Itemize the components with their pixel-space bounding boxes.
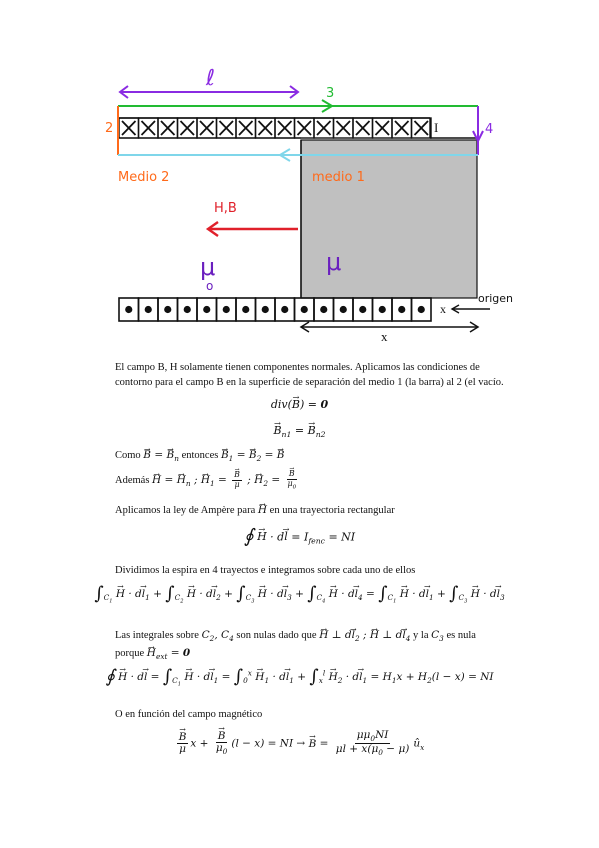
equation-Bn1-Bn2: → $B_{n1}$ = → $B_{n2}$ [0,424,599,439]
label-mu0-sub: o [206,279,214,293]
label-origen: origen [478,292,514,305]
coil-dot [359,306,366,313]
label-current-I: I [434,120,439,135]
text-nulas: son nulas dado que [236,630,317,641]
text-funcion: O en función del campo magnético [115,709,263,720]
text-ampere: Aplicamos la ley de Ampère para [115,505,256,516]
equation-div-B: div(→ B) = 0 [0,398,599,411]
label-l: ℓ [206,66,216,91]
label-2: 2 [105,121,114,136]
text-es-nula: es nula porque [115,630,476,660]
coil-dot [262,306,269,313]
paragraph-ademas: Además → H = → $H_n$ ; → $H_1$ = → $\frac{B}{\mu}$ ; → $H_2$ = → $\frac{B}{\mu_0}$ [115,470,505,491]
path-3-arrow [118,100,478,112]
origin-arrow [452,305,490,313]
magnetic-circuit-figure [0,0,599,350]
coil-dot [301,306,308,313]
text-integrales: Las integrales sobre [115,630,199,641]
paragraph-como: Como → B = → $B_n$ entonces → $B_1$ = → $B_2$ = → B [115,448,505,466]
equation-final: → $\frac{B}{\mu}$ x + → $\frac{B}{\mu_0}$ (l − x) = NI → → B = $\frac{\mu\mu_0NI}{\mu l + x(\mu_0 - \mu)}$ $û_x$ [0,730,599,757]
x-dimension-arrow [301,322,478,332]
text-p1: El campo B, H solamente tienen componentes normales. Aplicamos las condiciones de contorno para el campo B en la superficie de separación del medio 1 (la barra) al 2 (el vacío. [115,362,504,388]
top-coil-winding [119,118,431,138]
equation-ampere: ∮ → $H \cdot d\to l = I_{fenc}$ = NI [0,528,599,547]
coil-dot [418,306,425,313]
field-H-B-arrow [208,222,298,236]
paragraph-divide [115,563,505,578]
text-y-la: y la [413,630,429,641]
bottom-coil-winding [119,298,431,321]
text-divide: Dividimos la espira en 4 trayectos e integramos sobre cada uno de ellos [115,565,416,576]
label-3: 3 [326,86,335,101]
paragraph-ampere: Aplicamos la ley de Ampère para → H en una trayectoria rectangular [115,503,505,518]
equation-integral-result: ∮ → $H \cdot d\to l = \int_{C_1} \to H \cdot d\to l_1 = \int_0^x \to H_1 \cdot d\to l_1 + \int_x^l \to H_2 \cdot d\to l_1 = H_1x + H_2(l - x)$ = NI [0,668,599,687]
label-H-B: H,B [214,201,237,216]
coil-dot [125,306,132,313]
text-entonces: entonces [181,450,219,461]
coil-dot [398,306,405,313]
paragraph-funcion [115,707,505,722]
coil-dot [320,306,327,313]
equation-four-paths: $\int_{C_1} \to H \cdot d\to l_1 + \int_{C_2} \to H \cdot d\to l_2 + \int_{C_3} \to H \cdot d\to l_3 + \int_{C_4} \to H \cdot d\to l_4 = \int_{C_1} \to H \cdot d\to l_1 + \int_{C_3} \to H \cdot d\to l_3$ [0,585,599,604]
coil-dot [379,306,386,313]
coil-dot [242,306,249,313]
coil-dot [223,306,230,313]
coil-dot [203,306,210,313]
label-medio-1: medio 1 [312,170,365,185]
label-mu0: μ [200,253,216,281]
text-ampere-end: en una trayectoria rectangular [269,505,395,516]
label-x: x [381,329,388,344]
coil-dot [145,306,152,313]
coil-dot [340,306,347,313]
label-4: 4 [485,122,494,137]
text-ademas: Además [115,475,150,487]
coil-dot [164,306,171,313]
paragraph-integrales: Las integrales sobre $C_2$, $C_4$ son nulas dado que → H ⊥ $d\to l_2$ ; → H ⊥ $d\to l_4$ y la $C_3$ es nula porque → $H_{ext} = 0$ [115,628,505,664]
coil-dot [281,306,288,313]
label-x-mark: x [440,302,446,316]
coil-dot [184,306,191,313]
label-medio-2: Medio 2 [118,170,170,185]
text-como: Como [115,450,141,461]
paragraph-intro [115,360,505,390]
label-mu: μ [326,248,342,276]
